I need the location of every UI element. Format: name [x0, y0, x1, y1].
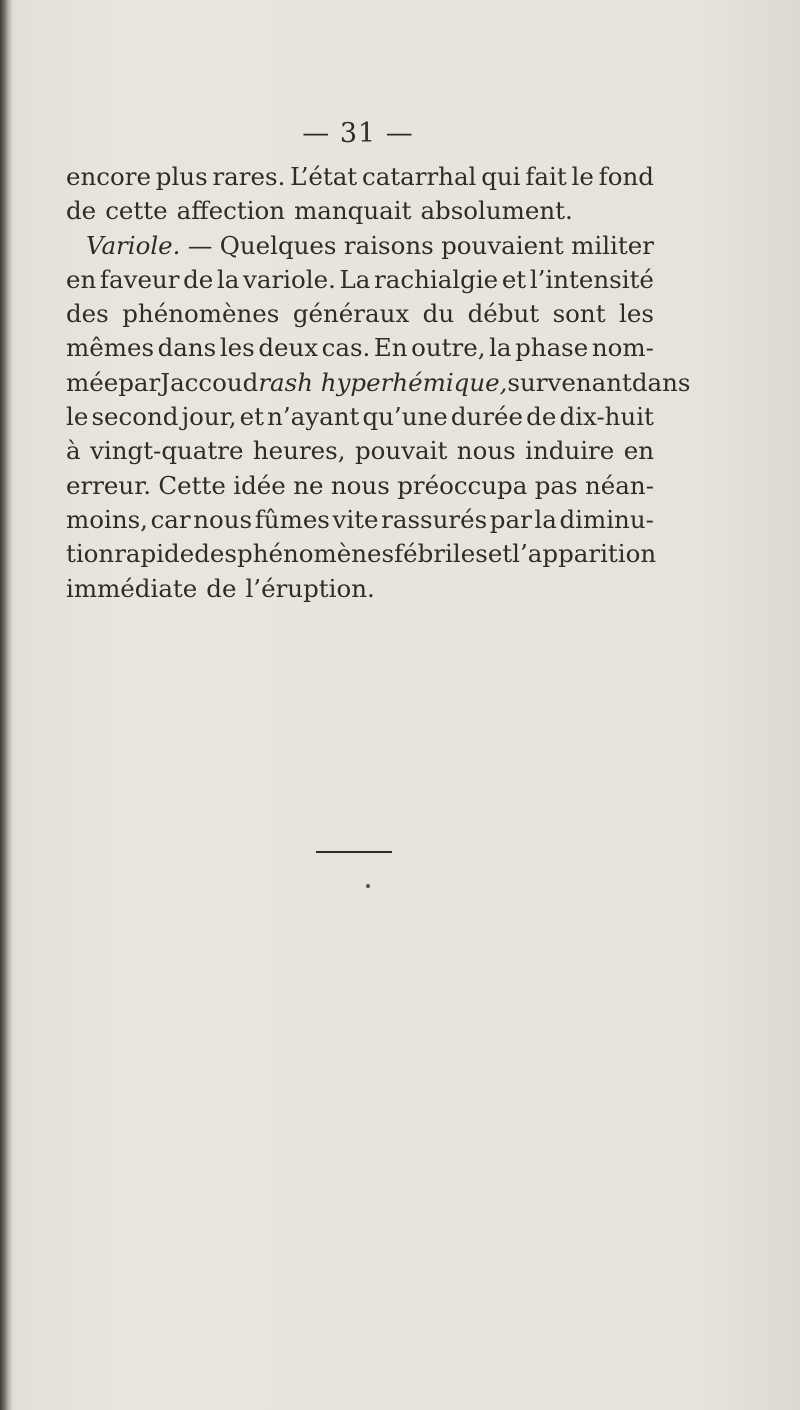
word: à	[66, 436, 81, 466]
text-line	[66, 469, 654, 503]
word: phénomènes	[237, 539, 395, 569]
text-line	[66, 229, 654, 263]
word: diminu-	[559, 504, 654, 534]
word: phénomènes	[122, 299, 280, 329]
word: la	[216, 264, 240, 294]
word: et	[487, 539, 513, 569]
word: de	[206, 573, 237, 603]
word: pouvaient	[441, 230, 564, 260]
text-line	[66, 366, 691, 400]
word: généraux	[292, 299, 410, 329]
word: du	[422, 299, 455, 329]
word: raisons	[343, 230, 434, 260]
word: vite	[332, 504, 379, 534]
word: catarrhal	[361, 162, 477, 191]
word: l’apparition	[512, 539, 657, 569]
word: —	[187, 230, 213, 260]
word: tion	[66, 539, 115, 569]
word: préoccupa	[397, 470, 528, 500]
word: rapide	[114, 539, 195, 569]
text-line	[66, 297, 654, 331]
text-line	[66, 331, 654, 365]
word: sont	[552, 299, 606, 329]
text-line	[66, 194, 654, 228]
word: rassurés	[381, 504, 488, 534]
word: qui	[481, 162, 521, 191]
word: le	[571, 162, 594, 191]
text-line	[66, 572, 654, 606]
word: n’ayant	[267, 402, 360, 432]
word: nous	[330, 470, 390, 500]
word: affection	[176, 196, 286, 226]
word: Quelques	[219, 230, 337, 260]
word: fûmes	[254, 504, 330, 534]
word: des	[194, 539, 238, 569]
word: mêmes	[66, 333, 155, 363]
word: le	[66, 402, 89, 432]
word: nous	[456, 436, 516, 466]
ink-speck	[366, 884, 370, 888]
word: l’intensité	[529, 264, 654, 294]
word: outre,	[411, 333, 486, 363]
word: militer	[571, 230, 654, 260]
word: fébriles	[394, 539, 488, 569]
word: En	[373, 333, 408, 363]
word: en	[66, 264, 97, 294]
word: variole.	[243, 264, 336, 294]
word: idée	[233, 470, 286, 500]
word: survenant	[507, 367, 632, 397]
word: en	[623, 436, 654, 466]
word: nom-	[591, 333, 654, 363]
text-line	[66, 160, 654, 194]
word: vingt-quatre	[90, 436, 244, 466]
word: et	[239, 402, 264, 432]
word: absolument.	[420, 196, 573, 226]
section-divider-rule	[316, 851, 392, 853]
word: de	[183, 264, 214, 294]
text-line	[66, 263, 654, 297]
word: de	[66, 196, 97, 226]
word: pas	[534, 470, 578, 500]
text-line	[66, 400, 654, 434]
word: immédiate	[66, 573, 198, 603]
word: jour,	[181, 402, 237, 432]
word: second	[91, 402, 179, 432]
section-heading-word: Variole.	[86, 230, 181, 260]
word: la	[534, 504, 557, 534]
word: dans	[157, 333, 217, 363]
word: erreur.	[66, 470, 152, 500]
word: par	[489, 504, 532, 534]
word: Cette	[158, 470, 226, 500]
word: dix-huit	[559, 402, 654, 432]
word: ne	[293, 470, 324, 500]
word: durée	[450, 402, 524, 432]
word: néan-	[585, 470, 654, 500]
word: rares.	[212, 162, 286, 191]
word: phase	[515, 333, 589, 363]
word: manquait	[294, 196, 412, 226]
word: la	[489, 333, 512, 363]
page-number: — 31 —	[302, 118, 414, 149]
text-line	[66, 503, 654, 537]
word: dans	[631, 367, 691, 397]
word: mée	[66, 367, 119, 397]
word: faveur	[99, 264, 180, 294]
word: fait	[525, 162, 567, 191]
word: encore	[66, 162, 151, 191]
word: rash hyperhémique,	[258, 367, 508, 397]
book-spine-shadow	[0, 0, 12, 1410]
body-text	[66, 160, 691, 606]
word: heures,	[252, 436, 346, 466]
text-line	[66, 537, 657, 571]
word: les	[619, 299, 654, 329]
word: pouvait	[355, 436, 448, 466]
word: car	[150, 504, 191, 534]
word: cette	[105, 196, 168, 226]
word: L’état	[290, 162, 358, 191]
word: et	[501, 264, 527, 294]
word: qu’une	[362, 402, 448, 432]
word: de	[526, 402, 557, 432]
word: induire	[525, 436, 615, 466]
word: début	[467, 299, 540, 329]
word: l’éruption.	[245, 573, 375, 603]
word: La	[339, 264, 371, 294]
word: cas.	[321, 333, 371, 363]
word: par	[118, 367, 161, 397]
word: les	[219, 333, 255, 363]
word: des	[66, 299, 109, 329]
word: Jaccoud	[160, 367, 259, 397]
word: deux	[258, 333, 319, 363]
word: plus	[155, 162, 208, 191]
text-line	[66, 434, 654, 468]
word: fond	[598, 162, 654, 191]
word: rachialgie	[374, 264, 499, 294]
word: moins,	[66, 504, 148, 534]
word: nous	[193, 504, 253, 534]
